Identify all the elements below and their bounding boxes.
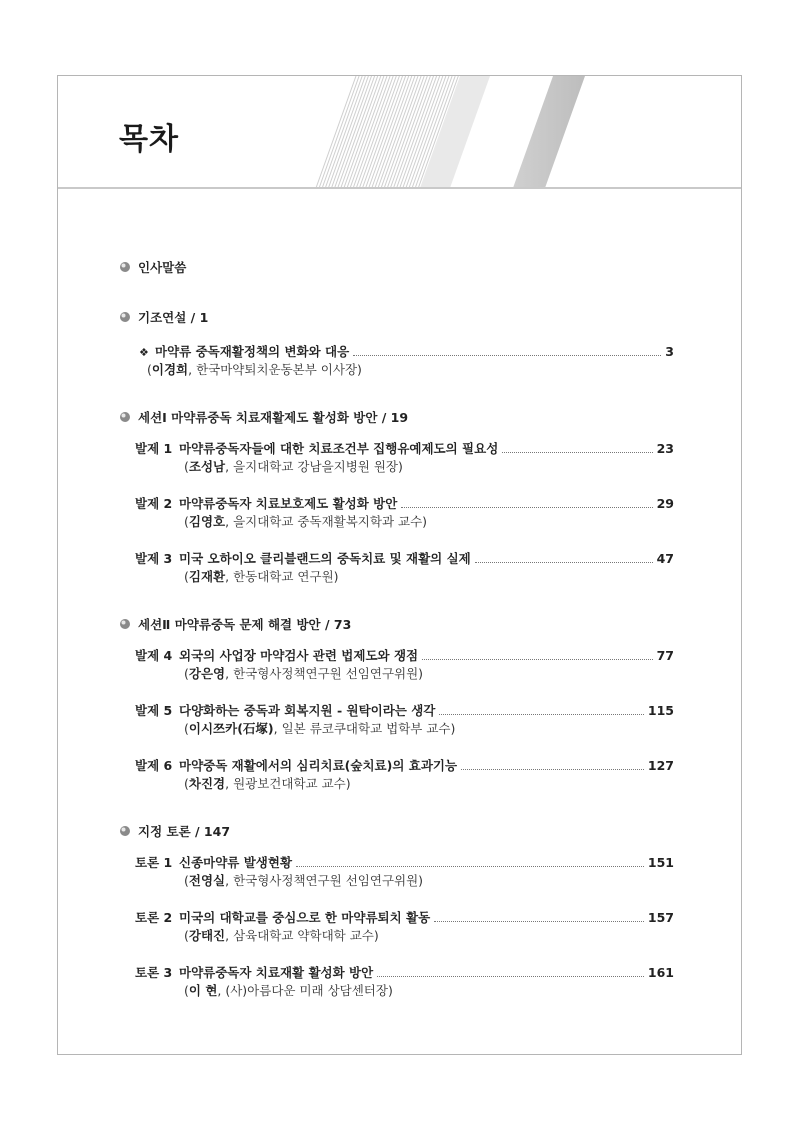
- page-number: 47: [656, 551, 674, 566]
- circle-bullet-icon: [119, 261, 131, 273]
- section-heading: [119, 308, 674, 326]
- page-number: 23: [656, 441, 674, 456]
- author-affiliation: , 한국마약퇴치운동본부 이사장): [188, 362, 362, 377]
- page-number: 151: [647, 855, 674, 870]
- page-frame: [57, 75, 742, 1055]
- toc-item: [119, 701, 674, 737]
- dot-leader: [439, 714, 644, 715]
- author-name: 강은영: [188, 666, 226, 681]
- author-affiliation: , 한국형사정책연구원 선임연구위원): [225, 666, 424, 681]
- toc-item: [119, 908, 674, 944]
- section-heading: [119, 258, 674, 276]
- dot-leader: [502, 452, 652, 453]
- author-name: 이시쯔카(石塚): [188, 721, 274, 736]
- toc-entry-link[interactable]: [135, 756, 674, 774]
- toc-entry-link[interactable]: [135, 342, 674, 360]
- entry-title: 외국의 사업장 마약검사 관련 법제도와 쟁점: [179, 648, 419, 663]
- dot-leader: [461, 769, 644, 770]
- page-number: 29: [656, 496, 674, 511]
- entry-label: 발제 3: [135, 551, 173, 566]
- author-name: 김재환: [188, 569, 226, 584]
- section-heading-text: 인사말씀: [138, 260, 187, 275]
- toc-entry-link[interactable]: [135, 549, 674, 567]
- entry-author: (조성남, 을지대학교 강남을지병원 원장): [184, 459, 403, 474]
- entry-title: 다양화하는 중독과 회복지원 - 원탁이라는 생각: [179, 703, 436, 718]
- entry-label: 발제 1: [135, 441, 173, 456]
- entry-author: (이경희, 한국마약퇴치운동본부 이사장): [147, 362, 362, 377]
- toc-entry-link[interactable]: [135, 963, 674, 981]
- dot-leader: [475, 562, 653, 563]
- author-affiliation: , 일본 류코쿠대학교 법학부 교수): [273, 721, 456, 736]
- author-name: 강태진: [188, 928, 226, 943]
- toc-entry-link[interactable]: [135, 494, 674, 512]
- entry-label: 발제 2: [135, 496, 173, 511]
- circle-bullet-icon: [119, 825, 131, 837]
- toc-item: [119, 853, 674, 889]
- toc-entry-link[interactable]: [135, 701, 674, 719]
- entry-label: 토론 2: [135, 910, 173, 925]
- page-number: 161: [647, 965, 674, 980]
- author-name: 김영호: [188, 514, 226, 529]
- entry-title: 마약중독 재활에서의 심리치료(숲치료)의 효과기능: [179, 758, 458, 773]
- entry-author: (강태진, 삼육대학교 약학대학 교수): [184, 928, 379, 943]
- dot-leader: [422, 659, 652, 660]
- entry-author: (이시쯔카(石塚), 일본 류코쿠대학교 법학부 교수): [184, 721, 456, 736]
- page-number: 127: [647, 758, 674, 773]
- author-affiliation: , 한동대학교 연구원): [225, 569, 339, 584]
- page-number: 115: [647, 703, 674, 718]
- entry-author: (이 현, (사)아름다운 미래 상담센터장): [184, 983, 393, 998]
- toc-item: [119, 549, 674, 585]
- page-number: 77: [656, 648, 674, 663]
- entry-title: 미국 오하이오 클리블랜드의 중독치료 및 재활의 실제: [179, 551, 471, 566]
- toc-item: [119, 494, 674, 530]
- section-heading: [119, 408, 674, 426]
- entry-author: (김재환, 한동대학교 연구원): [184, 569, 339, 584]
- toc-item: [119, 646, 674, 682]
- toc-item: [119, 342, 674, 378]
- entry-title: 미국의 대학교를 중심으로 한 마약류퇴치 활동: [179, 910, 431, 925]
- author-affiliation: , 한국형사정책연구원 선임연구위원): [225, 873, 424, 888]
- toc-section: [119, 408, 674, 585]
- section-heading-text: 기조연설 / 1: [138, 310, 209, 325]
- page-number: 3: [665, 344, 674, 359]
- entry-label: 토론 3: [135, 965, 173, 980]
- entry-author: (전영실, 한국형사정책연구원 선임연구위원): [184, 873, 424, 888]
- author-name: 조성남: [188, 459, 226, 474]
- circle-bullet-icon: [119, 618, 131, 630]
- entry-label: 발제 4: [135, 648, 173, 663]
- entry-label: 발제 5: [135, 703, 173, 718]
- author-name: 차진경: [188, 776, 226, 791]
- page-title: 목차: [119, 122, 179, 157]
- section-heading-text: 세션Ⅰ 마약류중독 치료재활제도 활성화 방안 / 19: [138, 410, 409, 425]
- author-affiliation: , 을지대학교 강남을지병원 원장): [225, 459, 403, 474]
- author-affiliation: , 을지대학교 중독재활복지학과 교수): [225, 514, 428, 529]
- toc-item: [119, 439, 674, 475]
- entry-author: (차진경, 원광보건대학교 교수): [184, 776, 351, 791]
- entry-author: (강은영, 한국형사정책연구원 선임연구위원): [184, 666, 424, 681]
- dot-leader: [401, 507, 652, 508]
- dot-leader: [296, 866, 644, 867]
- entry-title: 마약류중독자 치료재활 활성화 방안: [179, 965, 374, 980]
- toc-entry-link[interactable]: [135, 439, 674, 457]
- author-name: 이 현: [188, 983, 218, 998]
- section-heading-text: 세션Ⅱ 마약류중독 문제 해결 방안 / 73: [138, 617, 352, 632]
- entry-title: 마약류중독자 치료보호제도 활성화 방안: [179, 496, 398, 511]
- entry-title: 마약류 중독재활정책의 변화와 대응: [155, 344, 350, 359]
- entry-title: 신종마약류 발생현황: [179, 855, 293, 870]
- section-heading: [119, 615, 674, 633]
- entry-title: 마약류중독자들에 대한 치료조건부 집행유예제도의 필요성: [179, 441, 499, 456]
- entry-label: 발제 6: [135, 758, 173, 773]
- author-affiliation: , 원광보건대학교 교수): [225, 776, 351, 791]
- circle-bullet-icon: [119, 311, 131, 323]
- entry-author: (김영호, 을지대학교 중독재활복지학과 교수): [184, 514, 428, 529]
- author-affiliation: , 삼육대학교 약학대학 교수): [225, 928, 379, 943]
- page-number: 157: [647, 910, 674, 925]
- author-name: 이경희: [151, 362, 189, 377]
- section-heading-text: 지정 토론 / 147: [138, 824, 231, 839]
- dot-leader: [353, 355, 661, 356]
- toc-section: [119, 822, 674, 999]
- toc-entry-link[interactable]: [135, 646, 674, 664]
- toc-section: [119, 615, 674, 792]
- author-affiliation: , (사)아름다운 미래 상담센터장): [217, 983, 393, 998]
- toc-entry-link[interactable]: [135, 853, 674, 871]
- dot-leader: [434, 921, 644, 922]
- toc-item: [119, 756, 674, 792]
- circle-bullet-icon: [119, 411, 131, 423]
- toc-item: [119, 963, 674, 999]
- toc-section: [119, 308, 674, 378]
- toc-section: [119, 258, 674, 276]
- entry-label: 토론 1: [135, 855, 173, 870]
- dot-leader: [377, 976, 644, 977]
- diamond-bullet-icon: ❖: [139, 346, 149, 359]
- toc-entry-link[interactable]: [135, 908, 674, 926]
- toc-content: [119, 258, 674, 999]
- header-rule: [58, 187, 741, 189]
- section-heading: [119, 822, 674, 840]
- author-name: 전영실: [188, 873, 226, 888]
